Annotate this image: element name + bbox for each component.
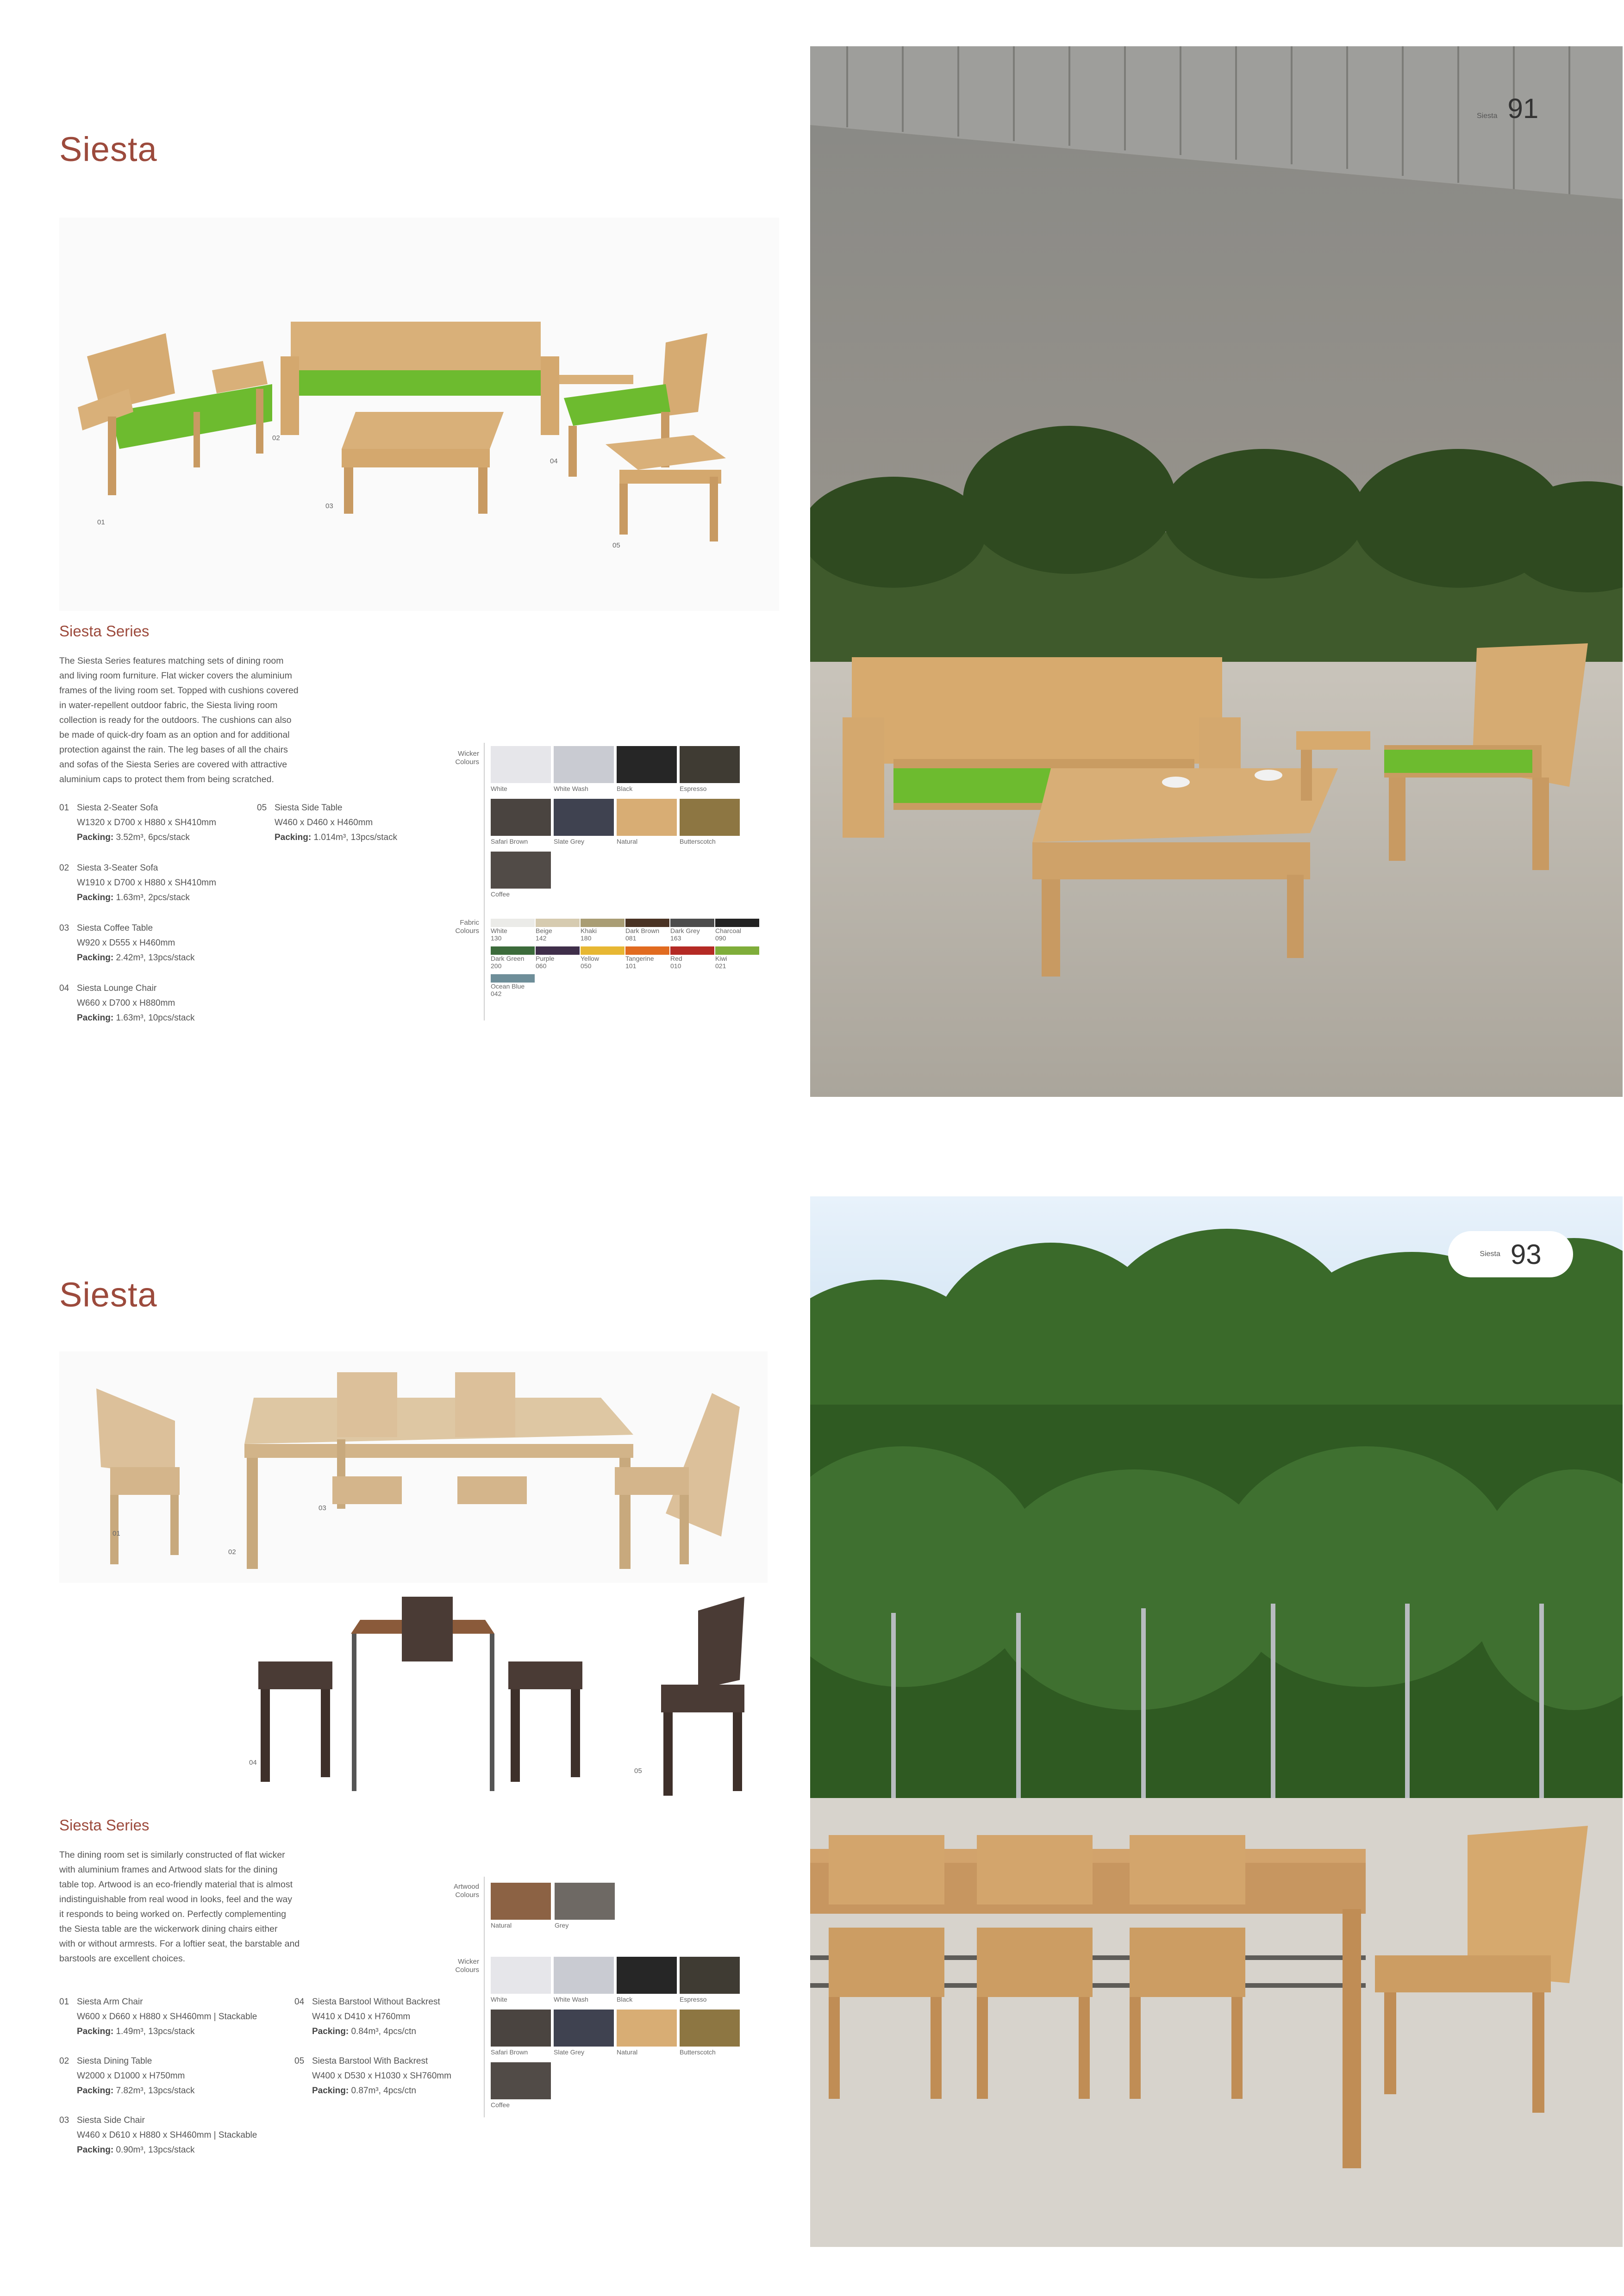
wicker-swatch: White Wash: [554, 746, 617, 792]
swatch-divider: [484, 743, 485, 1020]
spec-item: 03 Siesta Coffee Table W920 x D555 x H460mm Packing: 2.42m³, 13pcs/stack: [59, 923, 195, 963]
wicker-swatch: Coffee: [491, 852, 554, 898]
wicker-swatch: Espresso: [680, 746, 743, 792]
spec-item: 04 Siesta Barstool Without Backrest W410 x D410 x H760mm Packing: 0.84m³, 4pcs/ctn: [294, 1997, 440, 2036]
patio-scene-image: [810, 46, 1623, 1097]
fabric-swatch-grid: [491, 919, 768, 997]
product-panel: [59, 1351, 768, 1583]
fabric-swatch: Tangerine 101: [625, 946, 670, 970]
arm-chair-right-image: [615, 1393, 740, 1564]
spec-list: [59, 1995, 319, 2158]
wicker-swatch: Natural: [617, 2010, 680, 2056]
garden-dining-scene-image: [810, 1196, 1623, 2247]
callout-05: 05: [612, 541, 620, 549]
barstool-with-backrest-image: [661, 1597, 744, 1796]
spec-list-right: [257, 801, 451, 845]
page-number: 91: [1507, 93, 1539, 124]
wicker-swatch: Black: [617, 746, 680, 792]
barstool-without-backrest-image: [258, 1661, 582, 1782]
callout-03: 03: [319, 1504, 326, 1512]
wicker-swatch: White: [491, 1957, 554, 2003]
fabric-swatch: Kiwi 021: [715, 946, 760, 970]
callout-01: 01: [97, 518, 105, 526]
spec-item: 02 Siesta Dining Table W2000 x D1000 x H750mm Packing: 7.82m³, 13pcs/stack: [59, 2056, 195, 2096]
series-description: The Siesta Series features matching sets of dining room and living room furniture. Flat wicker covers the aluminium frames of the living room set. Topped with cushions covered in water-repellent outdoor fabric, the Siesta living room collection is ready for the outdoors. The cushions can also be made of quick-dry foam as an option and for additional protection against the rain. The leg bases of all the chairs and sofas of the Siesta Series are covered with attractive aluminium caps to protect them from being scratched.: [59, 656, 299, 784]
artwood-colours-label: Artwood Colours: [453, 1883, 479, 1899]
product-panel: [59, 218, 779, 611]
fabric-swatch: White 130: [491, 919, 536, 942]
callout-05: 05: [634, 1767, 642, 1775]
wicker-swatch: Espresso: [680, 1957, 743, 2003]
wicker-colours-label: Wicker Colours: [455, 750, 479, 766]
wicker-swatch: Black: [617, 1957, 680, 2003]
wicker-swatch: Safari Brown: [491, 799, 554, 845]
page-name: Siesta: [1477, 112, 1498, 120]
wicker-swatch: Safari Brown: [491, 2010, 554, 2056]
fabric-swatch: Yellow 050: [581, 946, 625, 970]
artwood-swatch-grid: [491, 1883, 615, 1929]
fabric-swatch: Dark Brown 081: [625, 919, 670, 942]
arm-chair-image: [96, 1388, 180, 1564]
fabric-swatch: Khaki 180: [581, 919, 625, 942]
fabric-swatch: Beige 142: [536, 919, 581, 942]
page-title: Siesta: [59, 130, 157, 168]
spec-item: 03 Siesta Side Chair W460 x D610 x H880 x SH460mm | Stackable Packing: 0.90m³, 13pcs/stack: [59, 2116, 257, 2155]
series-title: Siesta Series: [59, 1817, 150, 1834]
fabric-swatch: Ocean Blue 042: [491, 974, 536, 997]
spec-item: 01 Siesta 2-Seater Sofa W1320 x D700 x H880 x SH410mm Packing: 3.52m³, 6pcs/stack: [59, 803, 216, 842]
spec-item: 02 Siesta 3-Seater Sofa W1910 x D700 x H880 x SH410mm Packing: 1.63m³, 2pcs/stack: [59, 863, 216, 902]
barstool-panel: [59, 1583, 768, 1805]
series-title: Siesta Series: [59, 622, 150, 640]
product-illustration: [59, 218, 779, 611]
bar-table-image: [351, 1597, 494, 1791]
page-name: Siesta: [1480, 1250, 1500, 1258]
wicker-swatch: Coffee: [491, 2062, 554, 2109]
wicker-colours-label: Wicker Colours: [455, 1958, 479, 1974]
dining-set-illustration: [59, 1351, 768, 1583]
wicker-swatch: Slate Grey: [554, 799, 617, 845]
fabric-colours-label: Fabric Colours: [455, 919, 479, 935]
fabric-swatch: Dark Grey 163: [670, 919, 715, 942]
spec-item: 01 Siesta Arm Chair W600 x D660 x H880 x SH460mm | Stackable Packing: 1.49m³, 13pcs/stack: [59, 1997, 257, 2036]
fabric-swatch: Charcoal 090: [715, 919, 760, 942]
spec-list-right: [294, 1995, 489, 2098]
callout-02: 02: [228, 1548, 236, 1556]
artwood-swatch: Grey: [555, 1883, 615, 1929]
callout-02: 02: [272, 434, 280, 442]
wicker-swatch: White: [491, 746, 554, 792]
fabric-swatch: Red 010: [670, 946, 715, 970]
wicker-swatch-grid: [491, 746, 750, 898]
callout-03: 03: [325, 502, 333, 510]
callout-01: 01: [112, 1530, 120, 1537]
lifestyle-photo: [810, 46, 1623, 1097]
wicker-swatch: Natural: [617, 799, 680, 845]
swatch-divider: [484, 1877, 485, 2117]
wicker-swatch: Butterscotch: [680, 2010, 743, 2056]
fabric-swatch: Purple 060: [536, 946, 581, 970]
spec-item: 05 Siesta Side Table W460 x D460 x H460mm Packing: 1.014m³, 13pcs/stack: [257, 803, 398, 842]
spec-item: 05 Siesta Barstool With Backrest W400 x D530 x H1030 x SH760mm Packing: 0.87m³, 4pcs/ctn: [294, 2056, 451, 2096]
page-number: 93: [1510, 1238, 1542, 1270]
page-label-top: [1477, 93, 1538, 124]
wicker-swatch: Slate Grey: [554, 2010, 617, 2056]
artwood-swatch: Natural: [491, 1883, 551, 1929]
fabric-swatch: Dark Green 200: [491, 946, 536, 970]
page-label-bottom: [1448, 1231, 1573, 1277]
coffee-table-image: [342, 412, 504, 514]
side-table-image: [606, 435, 726, 541]
lifestyle-photo: [810, 1196, 1623, 2247]
callout-04: 04: [249, 1759, 257, 1767]
series-description: The dining room set is similarly constructed of flat wicker with aluminium frames and Artwood slats for the dining table top. Artwood is an eco-friendly material that is almost indistinguishable from real wood in looks, feel and the way it responds to being worked on. Perfectly complementing the Siesta table are the wickerwork dining chairs either with or without armrests. For a loftier seat, the barstable and barstools are excellent choices.: [59, 1850, 300, 1964]
dining-table-image: [244, 1398, 633, 1569]
wicker-swatch: Butterscotch: [680, 799, 743, 845]
callout-04: 04: [550, 457, 558, 465]
wicker-swatch: White Wash: [554, 1957, 617, 2003]
barstool-illustration: [59, 1583, 768, 1805]
wicker-swatch-grid: [491, 1957, 750, 2109]
two-seater-sofa-image: [78, 333, 272, 495]
page-title: Siesta: [59, 1276, 157, 1314]
spec-item: 04 Siesta Lounge Chair W660 x D700 x H880mm Packing: 1.63m³, 10pcs/stack: [59, 983, 195, 1023]
